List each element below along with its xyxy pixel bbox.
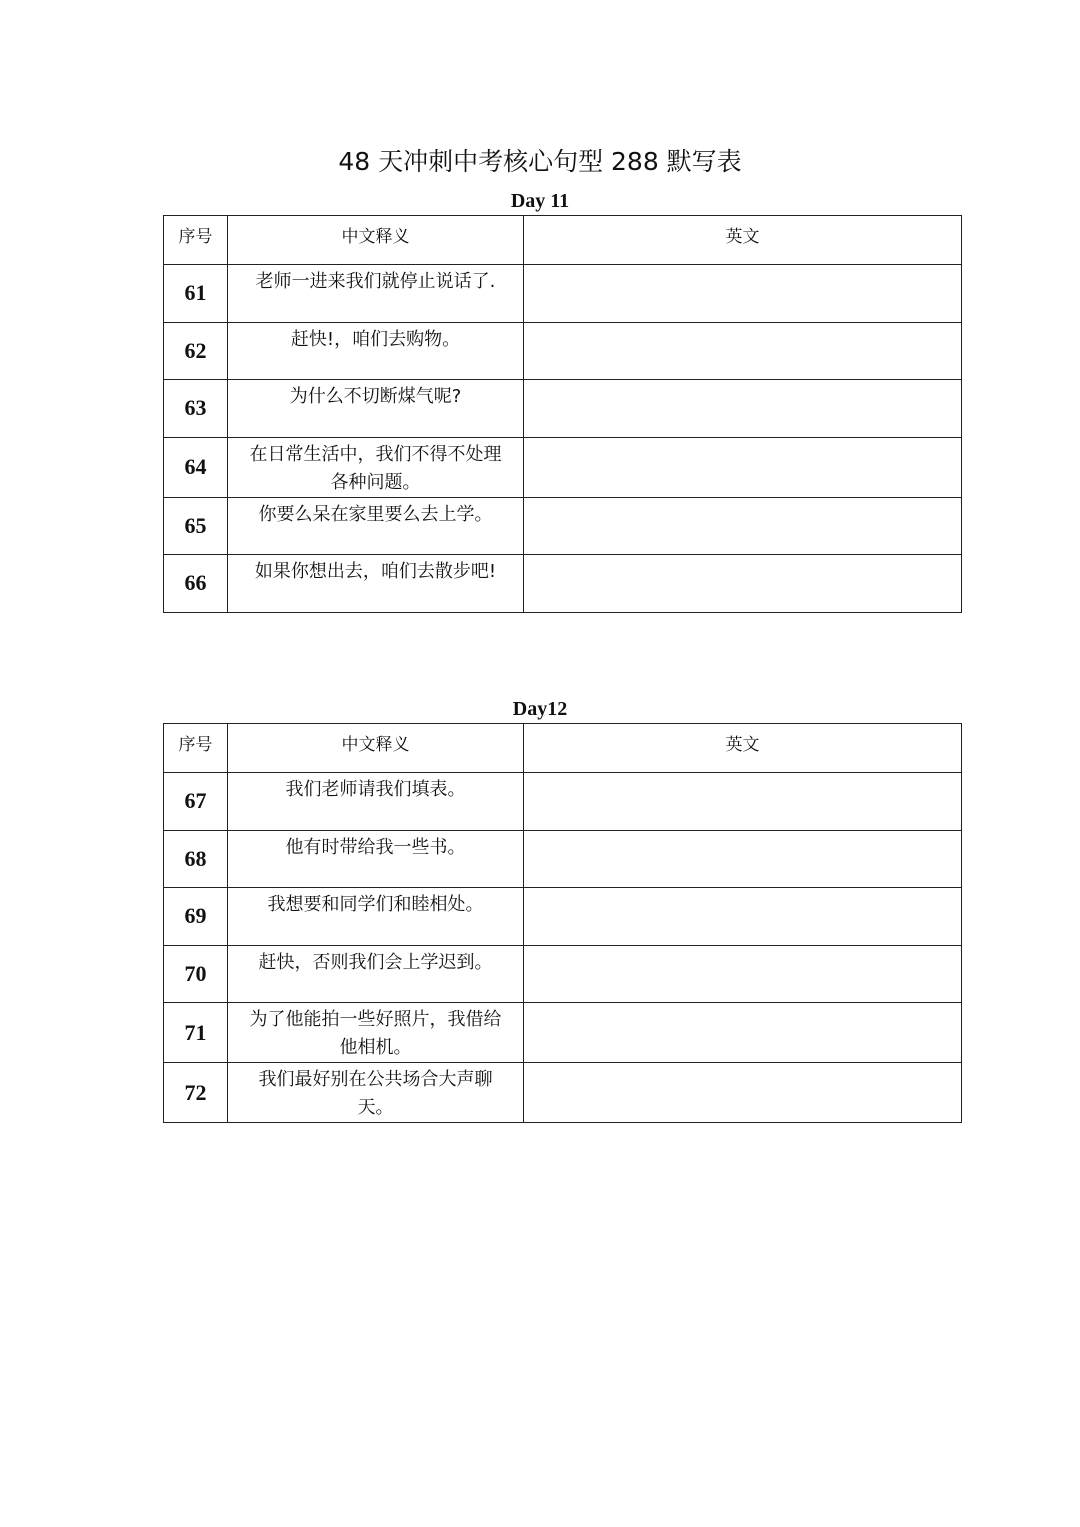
table-row	[164, 1003, 962, 1063]
row-number: 70	[164, 945, 228, 1003]
table-header-row	[164, 724, 962, 773]
row-number: 64	[164, 437, 228, 497]
table-row	[164, 265, 962, 323]
english-answer-field[interactable]	[524, 437, 962, 497]
header-english: 英文	[524, 724, 962, 773]
table-header-row	[164, 216, 962, 265]
row-number: 68	[164, 830, 228, 888]
chinese-sentence: 如果你想出去，咱们去散步吧!	[228, 555, 524, 613]
table-row	[164, 555, 962, 613]
chinese-sentence: 他有时带给我一些书。	[228, 830, 524, 888]
chinese-sentence: 我想要和同学们和睦相处。	[228, 888, 524, 946]
english-answer-field[interactable]	[524, 322, 962, 380]
english-answer-field[interactable]	[524, 497, 962, 555]
row-number: 67	[164, 773, 228, 831]
english-answer-field[interactable]	[524, 380, 962, 438]
english-answer-field[interactable]	[524, 888, 962, 946]
chinese-sentence: 为了他能拍一些好照片，我借给他相机。	[228, 1003, 524, 1063]
page-title: 48 天冲刺中考核心句型 288 默写表	[338, 147, 742, 176]
day-11-label: Day 11	[510, 190, 570, 212]
chinese-sentence: 我们老师请我们填表。	[228, 773, 524, 831]
row-number: 72	[164, 1063, 228, 1123]
table-row	[164, 830, 962, 888]
day-11-table	[163, 215, 962, 613]
english-answer-field[interactable]	[524, 555, 962, 613]
table-row	[164, 945, 962, 1003]
table-row	[164, 437, 962, 497]
day-12-table	[163, 723, 962, 1123]
row-number: 63	[164, 380, 228, 438]
row-number: 69	[164, 888, 228, 946]
header-number: 序号	[164, 724, 228, 773]
english-answer-field[interactable]	[524, 1063, 962, 1123]
english-answer-field[interactable]	[524, 1003, 962, 1063]
table-row	[164, 773, 962, 831]
table-row	[164, 1063, 962, 1123]
row-number: 71	[164, 1003, 228, 1063]
header-chinese: 中文释义	[228, 724, 524, 773]
chinese-sentence: 在日常生活中，我们不得不处理各种问题。	[228, 437, 524, 497]
table-row	[164, 380, 962, 438]
row-number: 61	[164, 265, 228, 323]
chinese-sentence: 赶快，否则我们会上学迟到。	[228, 945, 524, 1003]
chinese-sentence: 老师一进来我们就停止说话了.	[228, 265, 524, 323]
header-chinese: 中文释义	[228, 216, 524, 265]
english-answer-field[interactable]	[524, 773, 962, 831]
english-answer-field[interactable]	[524, 830, 962, 888]
chinese-sentence: 你要么呆在家里要么去上学。	[228, 497, 524, 555]
row-number: 62	[164, 322, 228, 380]
row-number: 66	[164, 555, 228, 613]
english-answer-field[interactable]	[524, 265, 962, 323]
row-number: 65	[164, 497, 228, 555]
chinese-sentence: 赶快!，咱们去购物。	[228, 322, 524, 380]
day-12-label: Day12	[512, 698, 568, 720]
header-english: 英文	[524, 216, 962, 265]
table-row	[164, 497, 962, 555]
header-number: 序号	[164, 216, 228, 265]
chinese-sentence: 为什么不切断煤气呢?	[228, 380, 524, 438]
chinese-sentence: 我们最好别在公共场合大声聊天。	[228, 1063, 524, 1123]
english-answer-field[interactable]	[524, 945, 962, 1003]
table-row	[164, 322, 962, 380]
table-row	[164, 888, 962, 946]
